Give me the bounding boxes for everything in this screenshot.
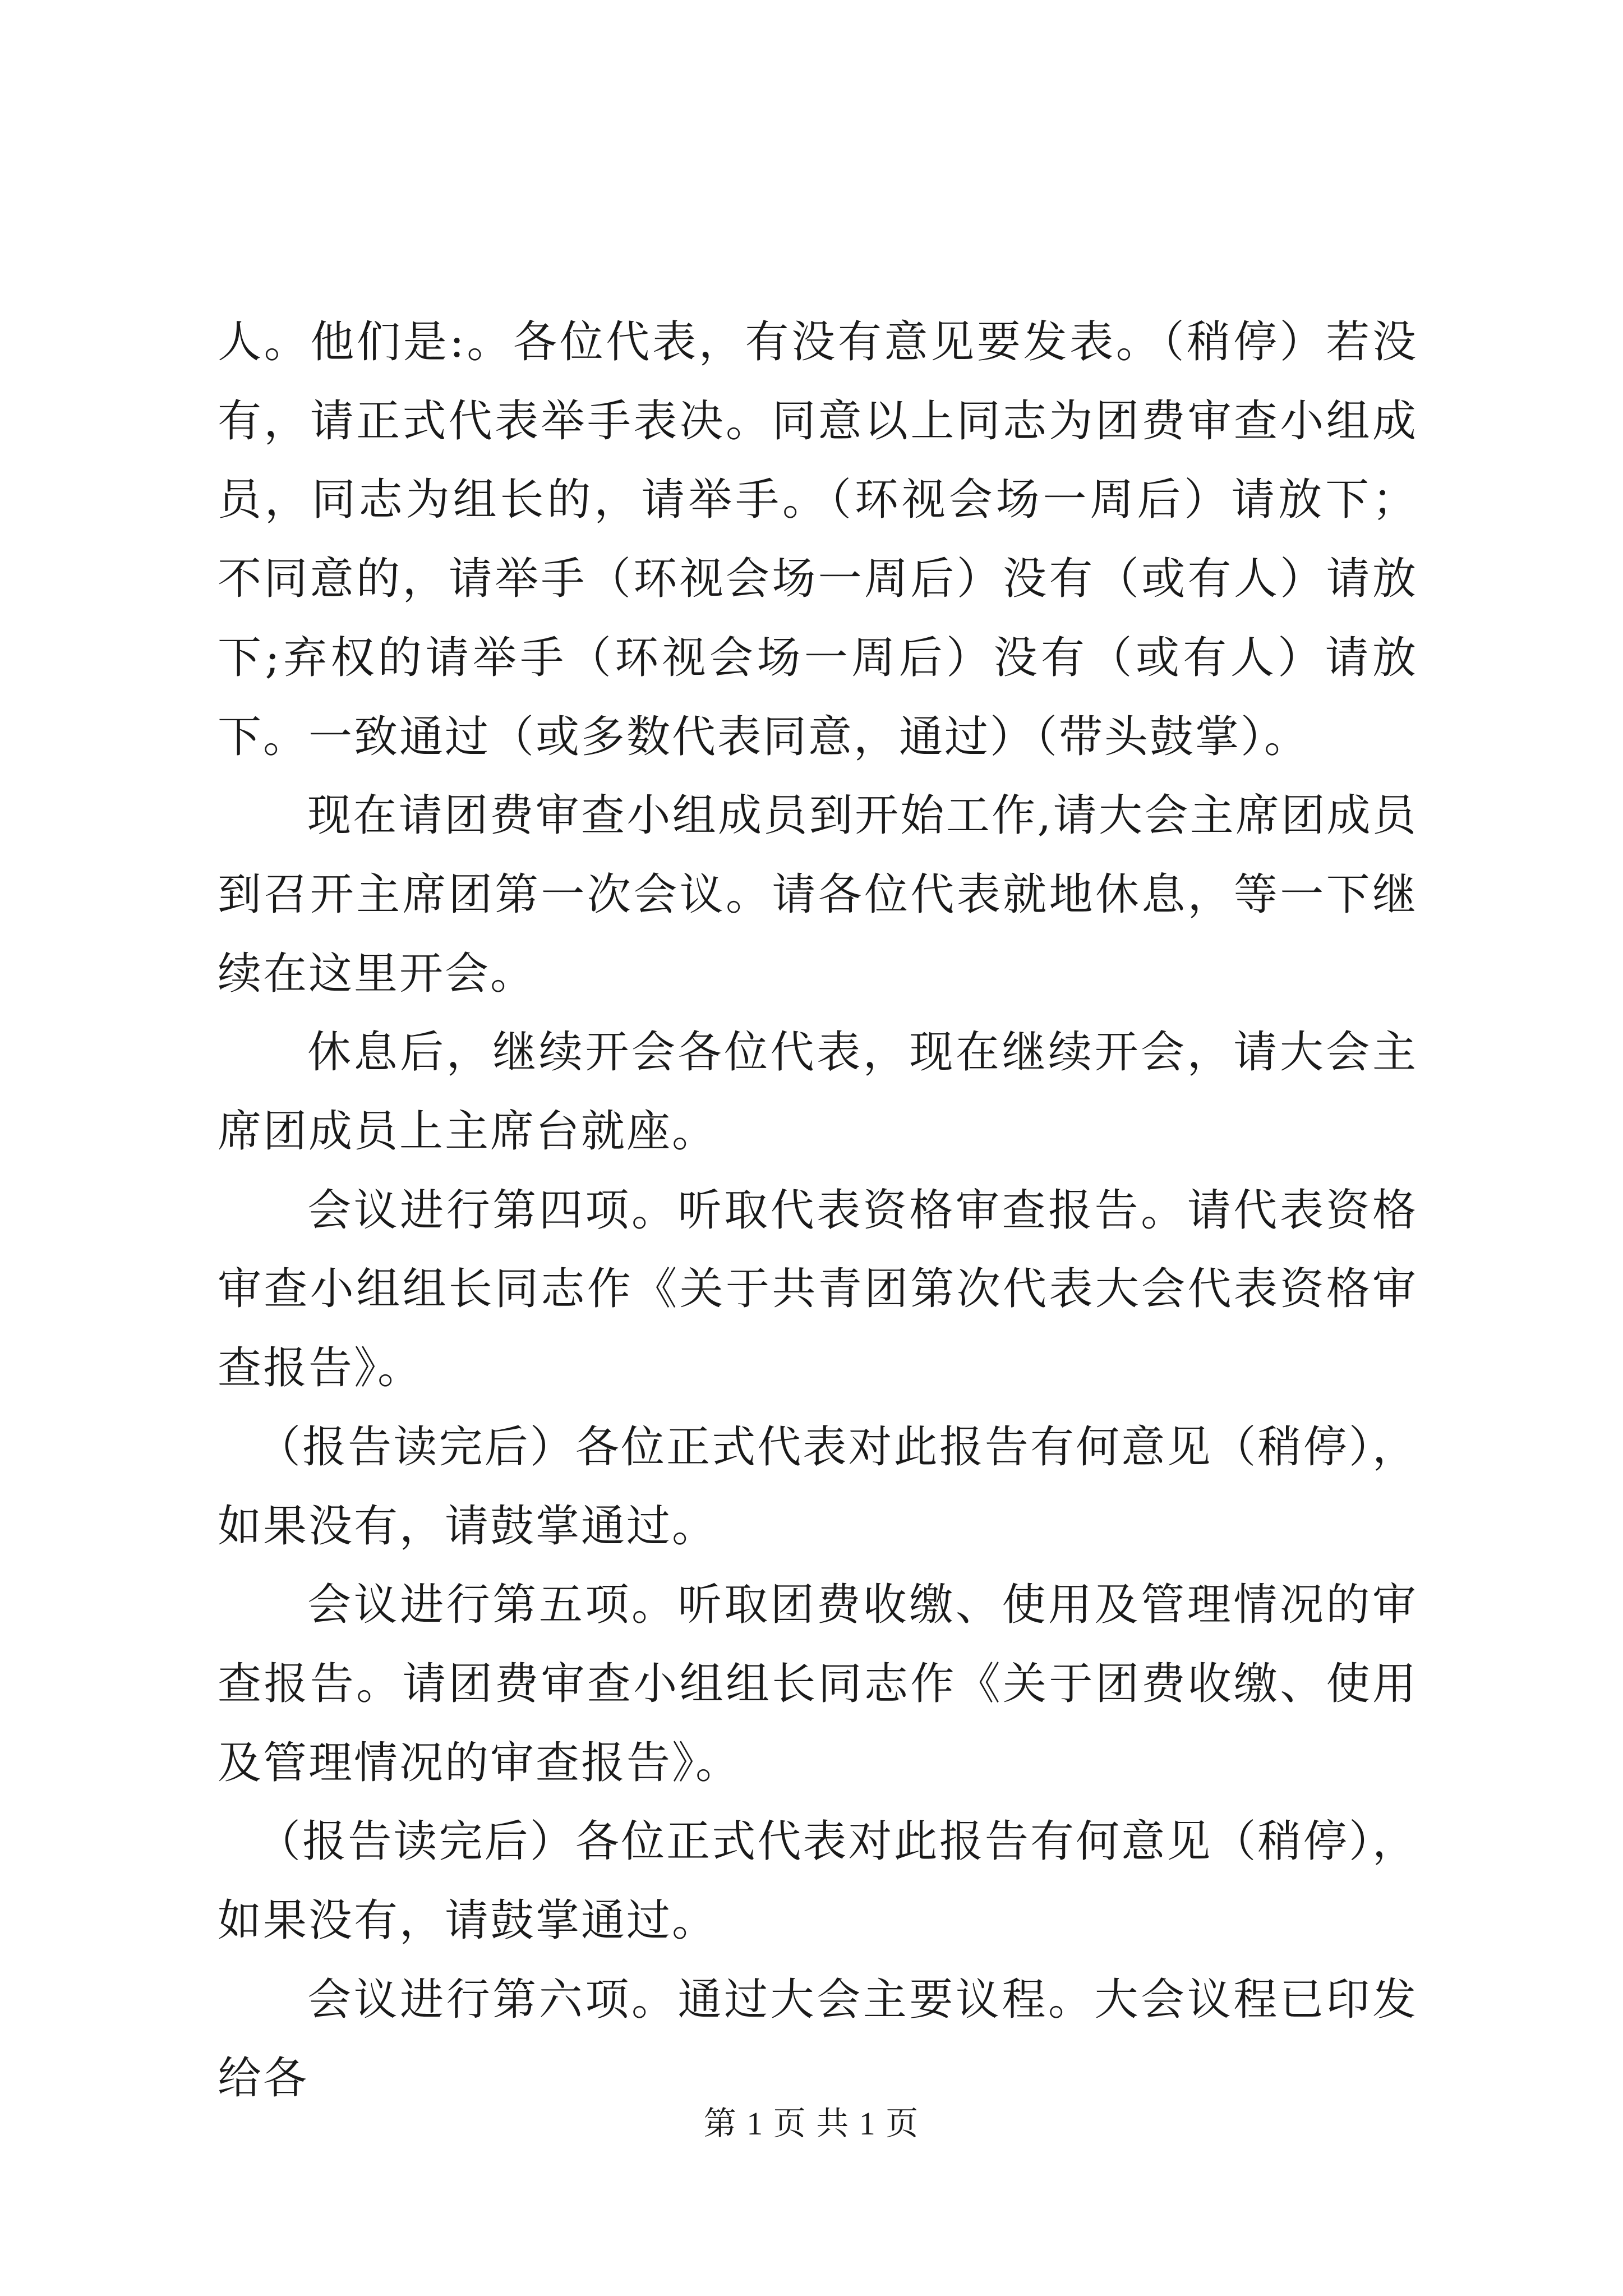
paragraph-item-five-approval: （报告读完后）各位正式代表对此报告有何意见（稍停），如果没有，请鼓掌通过。 [218, 1816, 1418, 1947]
paragraph-resume-meeting: 休息后，继续开会各位代表，现在继续开会，请大会主席团成员上主席台就座。 [218, 1027, 1418, 1157]
paragraph-item-five: 会议进行第五项。听取团费收缴、使用及管理情况的审查报告。请团费审查小组组长同志作《关于团费收缴、使用及管理情况的审查报告》。 [218, 1580, 1418, 1788]
paragraph-review-group-start: 现在请团费审查小组成员到开始工作,请大会主席团成员到召开主席团第一次会议。请各位代表就地休息，等一下继续在这里开会。 [218, 790, 1418, 999]
document-body [218, 303, 1418, 2118]
page-number-footer: 第 1 页 共 1 页 [703, 2105, 920, 2142]
paragraph-item-four-approval: （报告读完后）各位正式代表对此报告有何意见（稍停），如果没有，请鼓掌通过。 [218, 1421, 1418, 1552]
paragraph-item-four: 会议进行第四项。听取代表资格审查报告。请代表资格审查小组组长同志作《关于共青团第次代表大会代表资格审查报告》。 [218, 1185, 1418, 1394]
paragraph-continuation: 人。他们是:。各位代表，有没有意见要发表。（稍停）若没有，请正式代表举手表决。同意以上同志为团费审查小组成员，同志为组长的，请举手。（环视会场一周后）请放下；不同意的，请举手（环视会场一周后）没有（或有人）请放下;弃权的请举手（环视会场一周后）没有（或有人）请放下。一致通过（或多数代表同意，通过）（带头鼓掌）。 [218, 317, 1418, 762]
paragraph-item-six: 会议进行第六项。通过大会主要议程。大会议程已印发给各 [218, 1974, 1418, 2104]
